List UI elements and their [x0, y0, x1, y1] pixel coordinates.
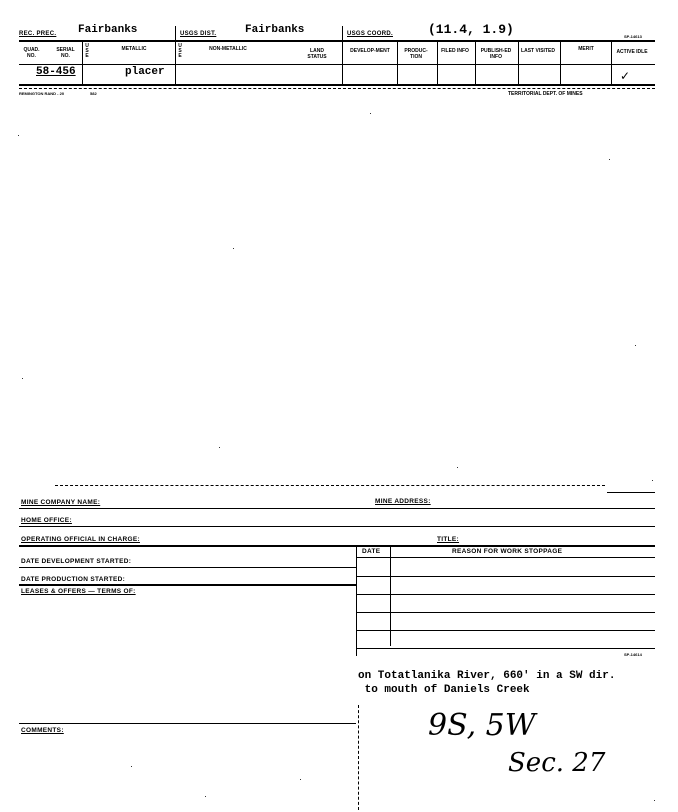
col-use-2: USE	[178, 43, 182, 59]
handwritten-section: Sec. 27	[508, 748, 606, 778]
footer-dept: TERRITORIAL DEPT. OF MINES	[508, 91, 583, 97]
operating-official-label: OPERATING OFFICIAL IN CHARGE:	[21, 536, 140, 543]
date-production-label: DATE PRODUCTION STARTED:	[21, 576, 126, 583]
col-last-visited: LAST VISITED	[521, 48, 555, 54]
record-active-idle: ✓	[620, 69, 631, 83]
location-note-line1: on Totatlanika River, 660' in a SW dir.	[358, 670, 616, 682]
usgs-dist-label: USGS DIST.	[180, 31, 217, 37]
form-code-top: SP-14613	[624, 34, 642, 39]
home-office-label: HOME OFFICE:	[21, 517, 72, 524]
col-quad-no: QUAD. NO.	[23, 47, 40, 59]
rec-prec-value: Fairbanks	[78, 24, 138, 36]
comments-label: COMMENTS:	[21, 727, 64, 734]
rec-prec-label: REC. PREC.	[19, 31, 57, 37]
col-non-metallic: NON-METALLIC	[209, 46, 247, 52]
leases-label: LEASES & OFFERS — TERMS OF:	[21, 588, 136, 595]
title-label: TITLE:	[437, 536, 460, 543]
col-metallic: METALLIC	[121, 46, 147, 52]
footer-printer-code: 582	[90, 91, 97, 96]
mine-address-label: MINE ADDRESS:	[375, 498, 431, 505]
col-production: PRODUC-TION	[404, 48, 428, 60]
usgs-coord-value: (11.4, 1.9)	[428, 22, 514, 37]
form-code-bottom: SP-14614	[624, 652, 642, 657]
stoppage-reason-header: REASON FOR WORK STOPPAGE	[452, 548, 563, 555]
handwritten-township: 9S, 5W	[428, 708, 536, 743]
footer-printer: REMINGTON RAND - 20	[19, 91, 65, 96]
col-merit: MERIT	[578, 46, 594, 52]
location-note-line2: to mouth of Daniels Creek	[358, 684, 530, 696]
usgs-dist-value: Fairbanks	[245, 24, 305, 36]
col-active-idle: ACTIVE IDLE	[616, 49, 648, 55]
record-serial: 58-456	[36, 66, 76, 78]
mine-company-name-label: MINE COMPANY NAME:	[21, 499, 101, 506]
usgs-coord-label: USGS COORD.	[347, 31, 393, 37]
col-serial-no: SERIAL NO.	[56, 47, 75, 59]
col-use-1: USE	[85, 43, 89, 59]
col-development: DEVELOP-MENT	[350, 48, 390, 54]
date-development-label: DATE DEVELOPMENT STARTED:	[21, 558, 132, 565]
col-filed-info: FILED INFO	[441, 48, 469, 54]
stoppage-date-header: DATE	[362, 548, 381, 555]
col-land-status: LAND STATUS	[307, 48, 327, 60]
col-published-info: PUBLISH-ED INFO	[480, 48, 512, 60]
record-metallic: placer	[125, 66, 165, 78]
